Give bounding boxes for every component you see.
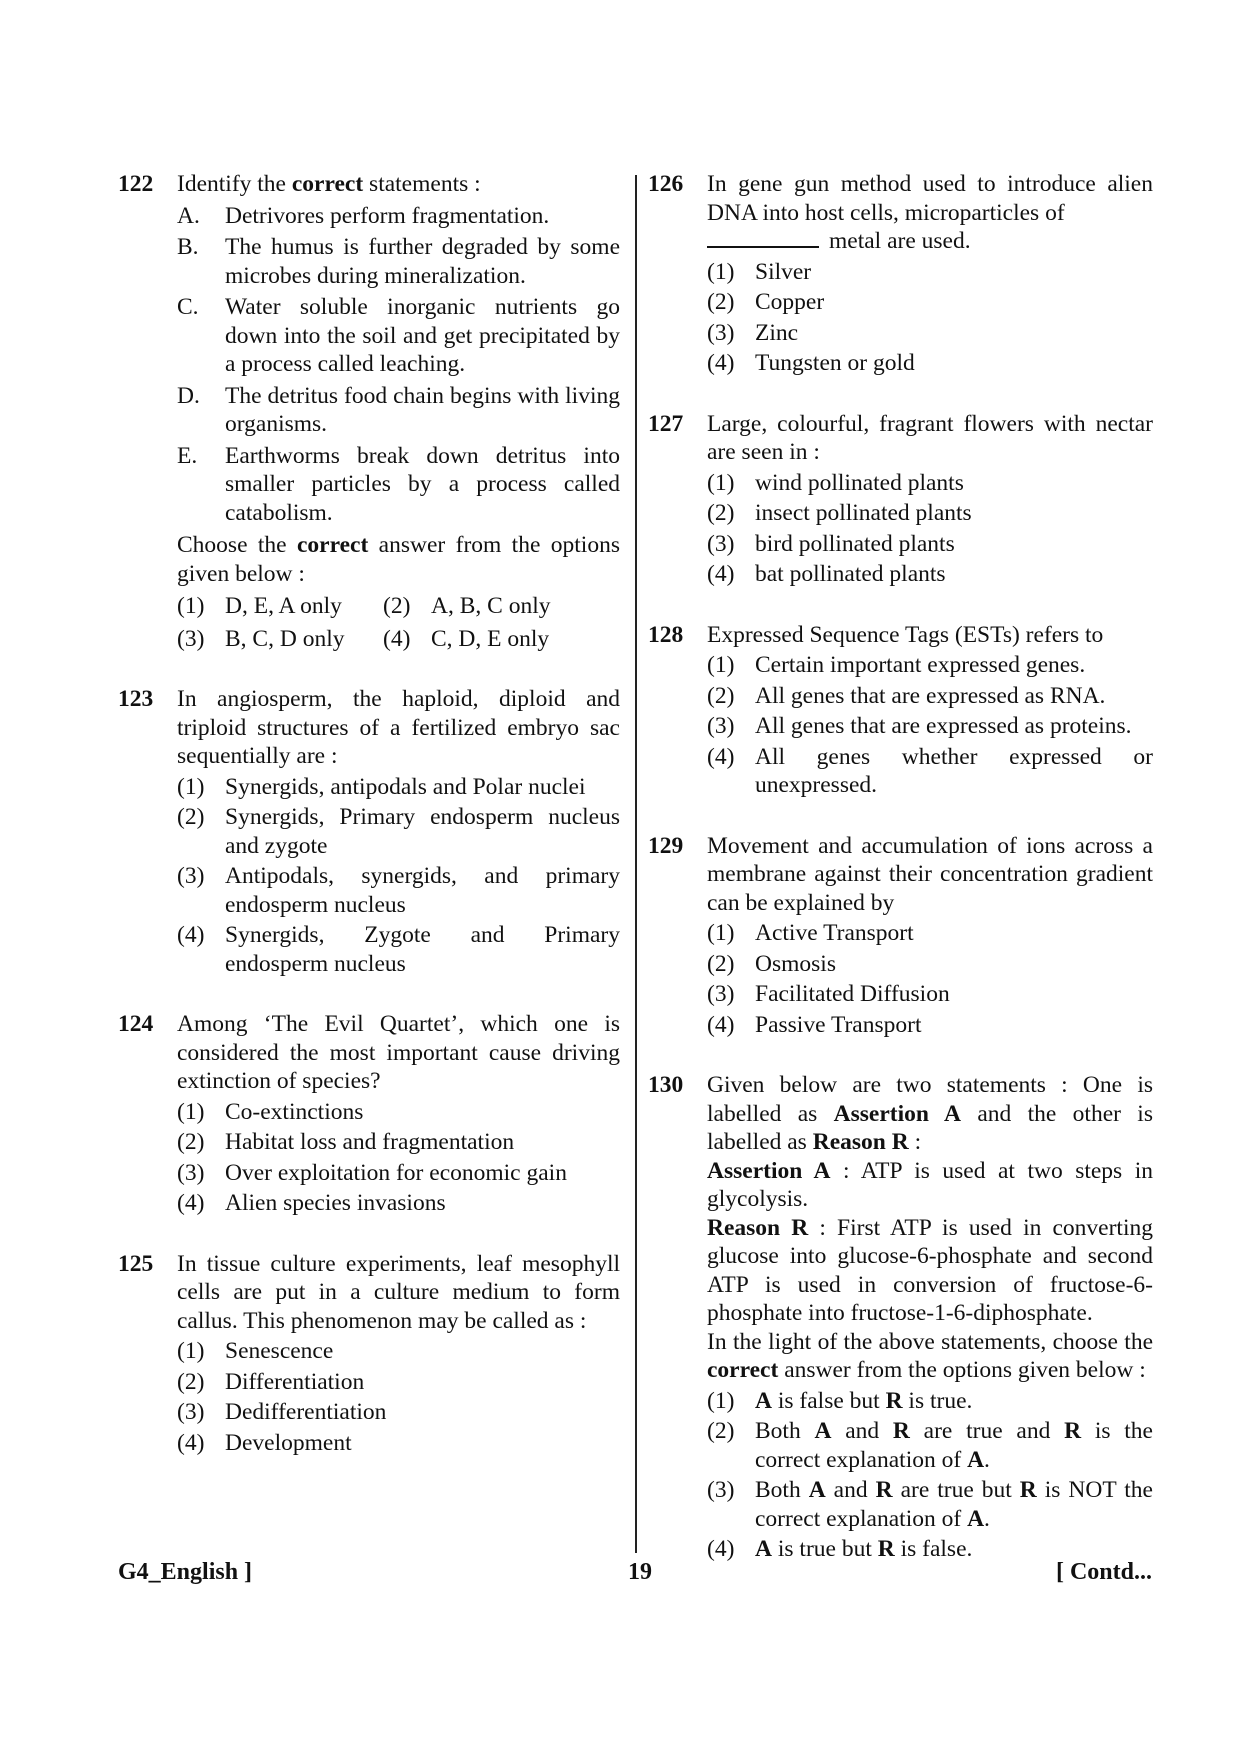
right-column	[648, 170, 1153, 1596]
question-130	[648, 1071, 1153, 1564]
option-2[interactable]: (2) A, B, C only	[383, 593, 551, 619]
question-number: 122	[118, 171, 154, 197]
option-1[interactable]: (1) Active Transport	[707, 920, 914, 946]
question-number: 129	[648, 832, 684, 859]
question-126	[648, 170, 1153, 378]
footer-booklet-code: G4_English ]	[118, 1559, 253, 1585]
option-1[interactable]: (1) Co-extinctions	[177, 1098, 364, 1125]
footer-page-number: 19	[628, 1559, 652, 1585]
option-4[interactable]: (4) Synergids, Zygote and Primary endosperm nucleus	[177, 922, 620, 977]
question-number: 126	[648, 171, 684, 197]
question-122	[118, 170, 620, 653]
option-2[interactable]: (2) Both A and R are true and R is the correct explanation of A.	[707, 1418, 1153, 1473]
reason-statement: Reason R : First ATP is used in converting glucose into glucose-6-phosphate and second ATP is used in conversion of fructose-6-phosphate into fructose-1-6-diphosphate.	[707, 1214, 1153, 1326]
option-4[interactable]: (4) Tungsten or gold	[707, 350, 915, 376]
option-2[interactable]: (2) insect pollinated plants	[707, 500, 972, 526]
statement-e: E. Earthworms break down detritus into smaller particles by a process called catabolism.	[177, 442, 620, 526]
option-3[interactable]: (3) bird pollinated plants	[707, 530, 955, 557]
question-129	[648, 832, 1153, 1040]
option-1[interactable]: (1) A is false but R is true.	[707, 1387, 973, 1414]
option-1[interactable]: (1) D, E, A only	[177, 593, 342, 619]
option-grid	[177, 592, 620, 653]
option-3[interactable]: (3) Facilitated Diffusion	[707, 981, 950, 1007]
option-3[interactable]: (3) Dedifferentiation	[177, 1399, 387, 1425]
question-stem: Large, colourful, fragrant flowers with nectar are seen in :	[707, 410, 1153, 465]
option-4[interactable]: (4) Passive Transport	[707, 1011, 922, 1038]
option-4[interactable]: (4) Development	[177, 1429, 352, 1456]
choose-instruction: In the light of the above statements, choose the correct answer from the options given below :	[707, 1328, 1153, 1383]
choose-instruction: Choose the correct answer from the options given below :	[177, 532, 620, 587]
option-1[interactable]: (1) Synergids, antipodals and Polar nuclei	[177, 773, 586, 800]
question-stem: In angiosperm, the haploid, diploid and triploid structures of a fertilized embryo sac sequentially are :	[177, 686, 620, 769]
option-4[interactable]: (4) All genes whether expressed or unexpressed.	[707, 743, 1153, 798]
question-125	[118, 1250, 620, 1458]
option-3[interactable]: (3) Over exploitation for economic gain	[177, 1159, 567, 1186]
question-number: 130	[648, 1072, 684, 1098]
option-2[interactable]: (2) Habitat loss and fragmentation	[177, 1129, 515, 1155]
option-2[interactable]: (2) Copper	[707, 289, 825, 315]
question-stem: Identify the correct statements :	[177, 171, 481, 197]
option-1[interactable]: (1) Silver	[707, 258, 812, 285]
question-stem: In tissue culture experiments, leaf mesophyll cells are put in a culture medium to form callus. This phenomenon may be called as :	[177, 1250, 620, 1334]
option-2[interactable]: (2) Osmosis	[707, 950, 836, 977]
question-stem: Expressed Sequence Tags (ESTs) refers to	[707, 621, 1104, 648]
left-column	[118, 170, 620, 1489]
question-stem: In gene gun method used to introduce alien DNA into host cells, microparticles of metal are used.	[707, 171, 1153, 254]
question-128	[648, 621, 1153, 800]
question-number: 123	[118, 686, 154, 712]
statement-a: A. Detrivores perform fragmentation.	[177, 202, 550, 229]
statement-c: C. Water soluble inorganic nutrients go down into the soil and get precipitated by a process called leaching.	[177, 294, 620, 377]
option-4[interactable]: (4) Alien species invasions	[177, 1190, 446, 1216]
footer-continued: [ Contd...	[1055, 1559, 1152, 1585]
question-number: 128	[648, 621, 684, 648]
question-number: 124	[118, 1011, 154, 1037]
question-stem: Given below are two statements : One is labelled as Assertion A and the other is labelled as Reason R :	[707, 1072, 1153, 1155]
option-4[interactable]: (4) C, D, E only	[383, 625, 550, 652]
option-3[interactable]: (3) All genes that are expressed as proteins.	[707, 713, 1132, 739]
option-1[interactable]: (1) Senescence	[177, 1338, 334, 1364]
option-3[interactable]: (3) Antipodals, synergids, and primary endosperm nucleus	[177, 863, 620, 918]
option-1[interactable]: (1) wind pollinated plants	[707, 469, 964, 496]
statement-d: D. The detritus food chain begins with living organisms.	[177, 382, 620, 437]
statement-b: B. The humus is further degraded by some microbes during mineralization.	[177, 234, 620, 289]
option-1[interactable]: (1) Certain important expressed genes.	[707, 652, 1086, 678]
option-2[interactable]: (2) Synergids, Primary endosperm nucleus and zygote	[177, 804, 620, 859]
question-stem: Movement and accumulation of ions across a membrane against their concentration gradient can be explained by	[707, 832, 1153, 916]
question-stem: Among ‘The Evil Quartet’, which one is considered the most important cause driving extinction of species?	[177, 1011, 620, 1094]
question-number: 125	[118, 1250, 154, 1277]
question-123	[118, 685, 620, 978]
option-3[interactable]: (3) B, C, D only	[177, 625, 345, 652]
option-3[interactable]: (3) Both A and R are true but R is NOT the correct explanation of A.	[707, 1477, 1153, 1532]
option-4[interactable]: (4) A is true but R is false.	[707, 1536, 973, 1562]
option-3[interactable]: (3) Zinc	[707, 319, 799, 346]
fill-blank	[707, 228, 819, 248]
assertion-statement: Assertion A : ATP is used at two steps in glycolysis.	[707, 1157, 1154, 1212]
option-4[interactable]: (4) bat pollinated plants	[707, 561, 946, 587]
column-divider	[635, 175, 637, 1553]
question-127	[648, 410, 1153, 589]
question-124	[118, 1010, 620, 1218]
question-number: 127	[648, 410, 684, 437]
option-2[interactable]: (2) All genes that are expressed as RNA.	[707, 682, 1106, 709]
option-2[interactable]: (2) Differentiation	[177, 1368, 365, 1395]
